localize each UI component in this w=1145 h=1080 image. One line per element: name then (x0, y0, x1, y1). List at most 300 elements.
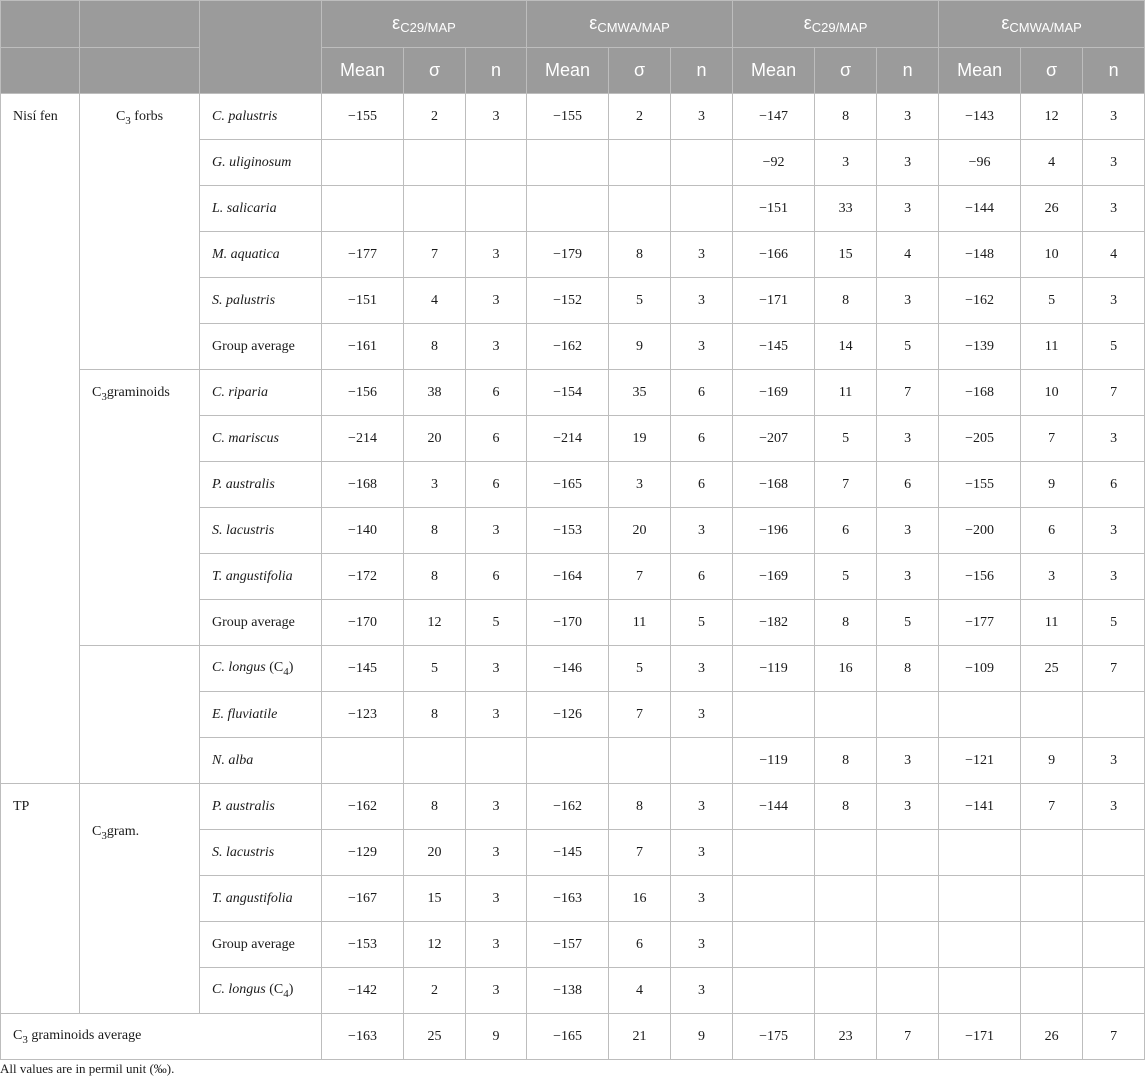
group-suffix: graminoids (106, 385, 170, 400)
value-cell: −163 (322, 1014, 404, 1060)
value-cell (404, 140, 466, 186)
header-empty (1, 48, 80, 94)
value-cell: −168 (322, 462, 404, 508)
header-col: n (671, 48, 733, 94)
value-cell: −140 (322, 508, 404, 554)
value-cell: 6 (671, 554, 733, 600)
value-cell: −92 (733, 140, 815, 186)
value-cell: 9 (466, 1014, 527, 1060)
value-cell (1083, 876, 1145, 922)
value-cell: 8 (404, 692, 466, 738)
value-cell: −168 (733, 462, 815, 508)
value-cell: 10 (1021, 232, 1083, 278)
value-cell: 21 (609, 1014, 671, 1060)
header-group: εC29/MAP (322, 1, 527, 48)
value-cell: 5 (815, 554, 877, 600)
species-name: C. palustris (212, 108, 278, 124)
group-cell (80, 646, 200, 784)
value-cell (733, 876, 815, 922)
species-cell (200, 600, 322, 646)
footnote: All values are in permil unit (‰). (0, 1061, 175, 1076)
value-cell: 3 (466, 278, 527, 324)
value-cell: 7 (1021, 416, 1083, 462)
header-col: σ (404, 48, 466, 94)
value-cell (939, 968, 1021, 1014)
value-cell (877, 922, 939, 968)
species-name: N. alba (212, 752, 254, 768)
value-cell (733, 968, 815, 1014)
value-cell: 5 (815, 416, 877, 462)
species-cell (200, 508, 322, 554)
group-cell (80, 370, 200, 646)
value-cell: −175 (733, 1014, 815, 1060)
value-cell (1083, 968, 1145, 1014)
value-cell: −146 (527, 646, 609, 692)
value-cell: 3 (671, 508, 733, 554)
pathway-suffix: ) (288, 659, 294, 675)
value-cell: −119 (733, 738, 815, 784)
value-cell (527, 140, 609, 186)
pathway-subscript: 4 (283, 987, 289, 1000)
species-name: S. lacustris (212, 522, 275, 538)
value-cell: 10 (1021, 370, 1083, 416)
value-cell (877, 876, 939, 922)
value-cell (1021, 692, 1083, 738)
species-name: Group average (212, 338, 295, 354)
value-cell (322, 186, 404, 232)
value-cell: 7 (609, 554, 671, 600)
value-cell: −170 (527, 600, 609, 646)
value-cell: 3 (877, 784, 939, 830)
value-cell: 3 (609, 462, 671, 508)
value-cell (1083, 692, 1145, 738)
value-cell (322, 738, 404, 784)
value-cell: 3 (877, 738, 939, 784)
value-cell: 8 (815, 94, 877, 140)
value-cell: 6 (466, 462, 527, 508)
value-cell: 25 (1021, 646, 1083, 692)
value-cell: 16 (815, 646, 877, 692)
value-cell: 6 (1083, 462, 1145, 508)
value-cell: −162 (939, 278, 1021, 324)
value-cell (733, 922, 815, 968)
value-cell (877, 968, 939, 1014)
value-cell (609, 140, 671, 186)
value-cell: −129 (322, 830, 404, 876)
group-suffix: graminoids average (27, 1027, 142, 1043)
value-cell: 5 (877, 600, 939, 646)
value-cell: 6 (815, 508, 877, 554)
value-cell: 8 (609, 784, 671, 830)
value-cell: −172 (322, 554, 404, 600)
value-cell (815, 692, 877, 738)
value-cell: −205 (939, 416, 1021, 462)
value-cell: −147 (733, 94, 815, 140)
value-cell: −200 (939, 508, 1021, 554)
value-cell: −155 (939, 462, 1021, 508)
value-cell: −96 (939, 140, 1021, 186)
value-cell: 8 (609, 232, 671, 278)
value-cell: 3 (466, 508, 527, 554)
value-cell: −119 (733, 646, 815, 692)
value-cell: 5 (404, 646, 466, 692)
value-cell: 2 (609, 94, 671, 140)
value-cell: 3 (1083, 784, 1145, 830)
species-cell (200, 876, 322, 922)
value-cell (466, 738, 527, 784)
species-cell (200, 692, 322, 738)
group-prefix: C (92, 385, 102, 400)
value-cell: 8 (815, 278, 877, 324)
value-cell: 2 (404, 968, 466, 1014)
value-cell: 3 (466, 692, 527, 738)
value-cell: 33 (815, 186, 877, 232)
header-empty (200, 1, 322, 94)
group-subscript: 3 (22, 1033, 28, 1046)
value-cell: 3 (1083, 554, 1145, 600)
value-cell: 12 (404, 600, 466, 646)
group-prefix: C (13, 1027, 23, 1043)
species-cell (200, 830, 322, 876)
value-cell: 8 (815, 738, 877, 784)
value-cell: 25 (404, 1014, 466, 1060)
value-cell: −177 (322, 232, 404, 278)
value-cell: 3 (466, 922, 527, 968)
value-cell: 3 (671, 94, 733, 140)
header-col: Mean (527, 48, 609, 94)
value-cell: −153 (527, 508, 609, 554)
value-cell: 35 (609, 370, 671, 416)
value-cell: 19 (609, 416, 671, 462)
value-cell: 26 (1021, 1014, 1083, 1060)
species-cell (200, 738, 322, 784)
value-cell: 3 (404, 462, 466, 508)
value-cell: 3 (671, 692, 733, 738)
pathway-suffix: ) (288, 981, 294, 997)
table-row (1, 94, 1145, 140)
value-cell: 38 (404, 370, 466, 416)
value-cell: 4 (877, 232, 939, 278)
value-cell: 7 (609, 692, 671, 738)
species-cell (200, 416, 322, 462)
value-cell: −142 (322, 968, 404, 1014)
value-cell: −123 (322, 692, 404, 738)
value-cell: 15 (404, 876, 466, 922)
value-cell: 26 (1021, 186, 1083, 232)
value-cell: −165 (527, 462, 609, 508)
value-cell (1021, 968, 1083, 1014)
group-subscript: 3 (101, 830, 107, 842)
table-row (1, 784, 1145, 830)
value-cell (609, 186, 671, 232)
value-cell: 3 (1083, 278, 1145, 324)
value-cell: −214 (527, 416, 609, 462)
table-row (1, 370, 1145, 416)
value-cell (671, 738, 733, 784)
value-cell: −151 (322, 278, 404, 324)
value-cell (527, 738, 609, 784)
value-cell: 20 (404, 416, 466, 462)
value-cell: −207 (733, 416, 815, 462)
species-name: P. australis (212, 798, 275, 814)
value-cell: −214 (322, 416, 404, 462)
value-cell: −109 (939, 646, 1021, 692)
value-cell: 3 (1083, 416, 1145, 462)
header-col: Mean (322, 48, 404, 94)
value-cell: 3 (877, 94, 939, 140)
value-cell (466, 186, 527, 232)
value-cell (1021, 830, 1083, 876)
value-cell: 9 (609, 324, 671, 370)
species-cell (200, 94, 322, 140)
value-cell (322, 140, 404, 186)
value-cell: −156 (322, 370, 404, 416)
value-cell (733, 830, 815, 876)
header-group: εCMWA/MAP (527, 1, 733, 48)
header-empty (80, 1, 200, 48)
value-cell: 7 (1021, 784, 1083, 830)
value-cell: 11 (609, 600, 671, 646)
value-cell: −196 (733, 508, 815, 554)
header-col: Mean (939, 48, 1021, 94)
value-cell (815, 876, 877, 922)
value-cell: 3 (671, 646, 733, 692)
header-col: σ (609, 48, 671, 94)
value-cell (671, 140, 733, 186)
value-cell: 3 (877, 416, 939, 462)
value-cell: −165 (527, 1014, 609, 1060)
value-cell: 3 (466, 968, 527, 1014)
value-cell: 3 (671, 876, 733, 922)
value-cell (733, 692, 815, 738)
value-cell: −162 (322, 784, 404, 830)
value-cell: 3 (1083, 140, 1145, 186)
value-cell: −179 (527, 232, 609, 278)
value-cell: −166 (733, 232, 815, 278)
value-cell: 5 (609, 278, 671, 324)
value-cell: 8 (404, 554, 466, 600)
species-name: M. aquatica (212, 246, 280, 262)
value-cell: 5 (1021, 278, 1083, 324)
value-cell (1021, 922, 1083, 968)
value-cell: −155 (527, 94, 609, 140)
value-cell: 4 (1083, 232, 1145, 278)
value-cell: −169 (733, 554, 815, 600)
species-cell (200, 140, 322, 186)
value-cell: 20 (404, 830, 466, 876)
species-name: P. australis (212, 476, 275, 492)
value-cell: 3 (1083, 508, 1145, 554)
value-cell: 23 (815, 1014, 877, 1060)
value-cell (939, 876, 1021, 922)
value-cell: −152 (527, 278, 609, 324)
value-cell: 4 (404, 278, 466, 324)
value-cell (877, 830, 939, 876)
value-cell: 15 (815, 232, 877, 278)
value-cell: −143 (939, 94, 1021, 140)
value-cell: 5 (1083, 324, 1145, 370)
group-cell (80, 784, 200, 1014)
value-cell: 8 (815, 784, 877, 830)
value-cell: 16 (609, 876, 671, 922)
value-cell: 3 (466, 94, 527, 140)
value-cell: 7 (609, 830, 671, 876)
table-row (1, 646, 1145, 692)
value-cell: 8 (404, 784, 466, 830)
header-col: Mean (733, 48, 815, 94)
header-empty (80, 48, 200, 94)
value-cell: 7 (1083, 370, 1145, 416)
value-cell: 3 (671, 968, 733, 1014)
species-cell (200, 646, 322, 692)
value-cell (404, 738, 466, 784)
value-cell: 12 (404, 922, 466, 968)
value-cell: −144 (939, 186, 1021, 232)
value-cell (609, 738, 671, 784)
value-cell: 3 (466, 876, 527, 922)
value-cell: 7 (1083, 1014, 1145, 1060)
value-cell: 5 (609, 646, 671, 692)
value-cell: −151 (733, 186, 815, 232)
value-cell (939, 922, 1021, 968)
value-cell: 7 (815, 462, 877, 508)
value-cell: 9 (1021, 462, 1083, 508)
value-cell: 20 (609, 508, 671, 554)
value-cell: −162 (527, 784, 609, 830)
value-cell: 9 (1021, 738, 1083, 784)
species-name: Group average (212, 936, 295, 952)
value-cell: −168 (939, 370, 1021, 416)
value-cell: 11 (1021, 600, 1083, 646)
value-cell: −163 (527, 876, 609, 922)
value-cell: −161 (322, 324, 404, 370)
table-body (1, 94, 1145, 1060)
value-cell (877, 692, 939, 738)
value-cell: 3 (466, 324, 527, 370)
group-prefix: C (92, 824, 102, 839)
value-cell: 11 (815, 370, 877, 416)
value-cell: −170 (322, 600, 404, 646)
value-cell: −182 (733, 600, 815, 646)
value-cell: 6 (671, 416, 733, 462)
value-cell (939, 830, 1021, 876)
species-name: C. mariscus (212, 430, 279, 446)
total-label (1, 1014, 322, 1060)
value-cell: −164 (527, 554, 609, 600)
value-cell: 8 (404, 508, 466, 554)
header-col: σ (815, 48, 877, 94)
value-cell: 6 (877, 462, 939, 508)
value-cell (466, 140, 527, 186)
site-cell: TP (1, 784, 80, 1014)
value-cell: 8 (877, 646, 939, 692)
header-col: σ (1021, 48, 1083, 94)
table-header (1, 1, 1145, 94)
value-cell: 7 (404, 232, 466, 278)
value-cell: 3 (671, 922, 733, 968)
group-subscript: 3 (125, 115, 131, 127)
value-cell: −154 (527, 370, 609, 416)
value-cell: 6 (671, 462, 733, 508)
total-row (1, 1014, 1145, 1060)
value-cell: 3 (1083, 738, 1145, 784)
pathway-prefix: (C (265, 659, 284, 675)
value-cell: 6 (466, 370, 527, 416)
pathway-prefix: (C (265, 981, 284, 997)
species-name: L. salicaria (212, 200, 277, 216)
value-cell (527, 186, 609, 232)
group-subscript: 3 (101, 391, 107, 403)
value-cell (671, 186, 733, 232)
value-cell: 3 (466, 232, 527, 278)
group-cell (80, 94, 200, 370)
value-cell (1083, 830, 1145, 876)
value-cell: −139 (939, 324, 1021, 370)
species-name: G. uliginosum (212, 154, 292, 170)
value-cell: −155 (322, 94, 404, 140)
group-suffix: gram. (106, 824, 140, 839)
value-cell: 3 (877, 508, 939, 554)
value-cell: 4 (1021, 140, 1083, 186)
value-cell (815, 830, 877, 876)
value-cell: −171 (733, 278, 815, 324)
value-cell: 3 (671, 232, 733, 278)
value-cell: 3 (466, 646, 527, 692)
species-cell (200, 784, 322, 830)
pathway-subscript: 4 (283, 665, 289, 678)
species-name: E. fluviatile (212, 706, 278, 722)
value-cell: 6 (466, 554, 527, 600)
header-group: εC29/MAP (733, 1, 939, 48)
value-cell: 12 (1021, 94, 1083, 140)
value-cell: 3 (671, 324, 733, 370)
value-cell: 3 (877, 554, 939, 600)
site-cell: Nisí fen (1, 94, 80, 784)
value-cell: −171 (939, 1014, 1021, 1060)
value-cell: −138 (527, 968, 609, 1014)
value-cell: 8 (404, 324, 466, 370)
species-name: C. longus (212, 659, 266, 675)
value-cell: 3 (815, 140, 877, 186)
value-cell: 3 (466, 784, 527, 830)
value-cell: 14 (815, 324, 877, 370)
value-cell: 5 (671, 600, 733, 646)
value-cell: −145 (733, 324, 815, 370)
value-cell (1083, 922, 1145, 968)
value-cell: 8 (815, 600, 877, 646)
value-cell: 3 (1021, 554, 1083, 600)
header-col: n (1083, 48, 1145, 94)
species-cell (200, 278, 322, 324)
value-cell: 7 (877, 370, 939, 416)
species-cell (200, 232, 322, 278)
value-cell: 7 (877, 1014, 939, 1060)
value-cell: 6 (609, 922, 671, 968)
species-name: T. angustifolia (212, 568, 293, 584)
species-name: T. angustifolia (212, 890, 293, 906)
value-cell: 3 (877, 278, 939, 324)
value-cell: −156 (939, 554, 1021, 600)
value-cell: −157 (527, 922, 609, 968)
value-cell: 3 (671, 830, 733, 876)
header-col: n (466, 48, 527, 94)
species-cell (200, 324, 322, 370)
header-empty (1, 1, 80, 48)
value-cell: −126 (527, 692, 609, 738)
species-cell (200, 922, 322, 968)
species-name: S. palustris (212, 292, 276, 308)
species-cell (200, 554, 322, 600)
